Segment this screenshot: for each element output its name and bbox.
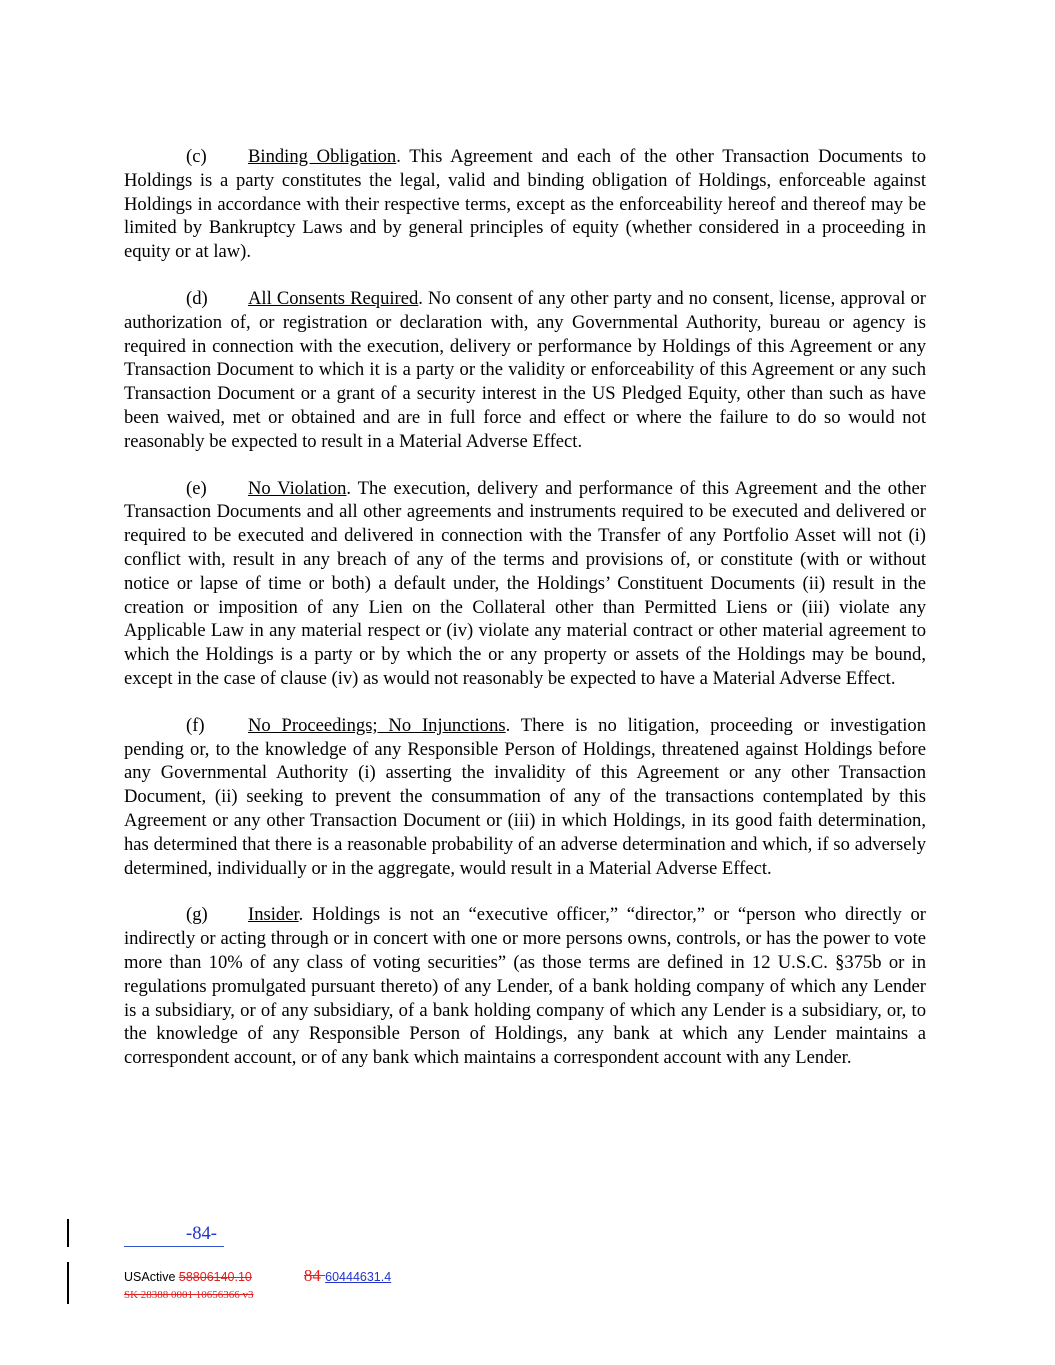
document-body <box>124 145 926 1093</box>
section-number: (d) <box>186 287 208 309</box>
section-d <box>124 287 926 454</box>
section-text: . There is no litigation, proceeding or investigation pending or, to the knowledge of any Responsible Person of Holdings, threatened against Holdings before any Governmental Authority (i) asserting the invalidity of this Agreement or any other Transaction Document, (ii) seeking to prevent the consummation of any of the transactions contemplated by this Agreement or any other Transaction Document or (iii) in which Holdings, in its good faith determination, has determined that there is a reasonable probability of an adverse determination and which, if so adversely determined, individually or in the aggregate, would result in a Material Adverse Effect. <box>124 714 926 879</box>
change-bar <box>67 1262 69 1304</box>
section-heading: Binding Obligation <box>248 146 397 167</box>
change-bar <box>67 1219 69 1247</box>
section-number: (e) <box>186 477 207 499</box>
section-number: (f) <box>186 714 205 736</box>
section-g <box>124 903 926 1070</box>
deleted-page-number: 84 <box>303 1266 326 1285</box>
section-text: . No consent of any other party and no consent, license, approval or authorization of, or registration or declaration with, any Governmental Authority, bureau or agency is required in connection with the execution, delivery or performance by Holdings of this Agreement or any Transaction Document to which it is a party or the validity or enforceability of this Agreement or any such Transaction Document or a grant of a security interest in the US Pledged Equity, other than such as have been waived, met or obtained and are in full force and effect or where the failure to do so would not reasonably be expected to result in a Material Adverse Effect. <box>124 287 926 452</box>
footer-document-id <box>124 1268 391 1285</box>
section-heading: No Proceedings; No Injunctions <box>248 714 506 736</box>
section-f <box>124 714 926 881</box>
section-heading: All Consents Required <box>248 287 419 309</box>
deleted-doc-id: 58806140.10 <box>178 1270 252 1284</box>
doc-prefix: USActive <box>124 1270 179 1284</box>
page-number: -84- <box>186 1223 217 1244</box>
deleted-sk-reference: SK 28388 0001 10656366 v3 <box>124 1289 254 1301</box>
section-text: . The execution, delivery and performance of this Agreement and the other Transaction Documents and all other agreements and instruments required to be executed and delivered or required to be executed and delivered in connection with the Transfer of any Portfolio Asset will not (i) conflict with, result in any breach of any of the terms and provisions of, or constitute (with or without notice or lapse of time or both) a default under, the Holdings’ Constituent Documents (ii) result in the creation or imposition of any Lien on the Collateral other than Permitted Liens or (iii) violate any Applicable Law in any material respect or (iv) violate any material contract or other material agreement to which the Holdings is a party or by which the or any property or assets of the Holdings may be bound, except in the case of clause (iv) as would not reasonably be expected to have a Material Adverse Effect. <box>124 477 926 689</box>
section-e <box>124 477 926 691</box>
section-heading: Insider <box>248 904 299 926</box>
page-number-row <box>124 1222 224 1247</box>
section-heading: No Violation <box>248 477 347 499</box>
section-number: (g) <box>186 904 208 926</box>
section-number: (c) <box>186 146 207 167</box>
section-c <box>124 145 926 264</box>
section-text: . Holdings is not an “executive officer,” “director,” or “person who directly or indirectly or acting through or in concert with one or more persons owns, controls, or has the power to vote more than 10% of any class of voting securities” (as those terms are defined in 12 U.S.C. §375b or in regulations promulgated pursuant thereto) of any Lender, of a bank holding company of which any Lender is a subsidiary, or of any subsidiary, of a bank holding company of which any Lender is a subsidiary, or, to the knowledge of any Responsible Person of Holdings, any bank at which any Lender maintains a correspondent account, or of any bank which maintains a correspondent account with any Lender. <box>124 904 926 1069</box>
section-text: . This Agreement and each of the other Transaction Documents to Holdings is a party constitutes the legal, valid and binding obligation of Holdings, enforceable against Holdings in accordance with their respective terms, except as the enforceability hereof and thereof may be limited by Bankruptcy Laws and by general principles of equity (whether considered in a proceeding in equity or at law). <box>124 146 926 263</box>
inserted-doc-id: 60444631.4 <box>325 1270 392 1284</box>
